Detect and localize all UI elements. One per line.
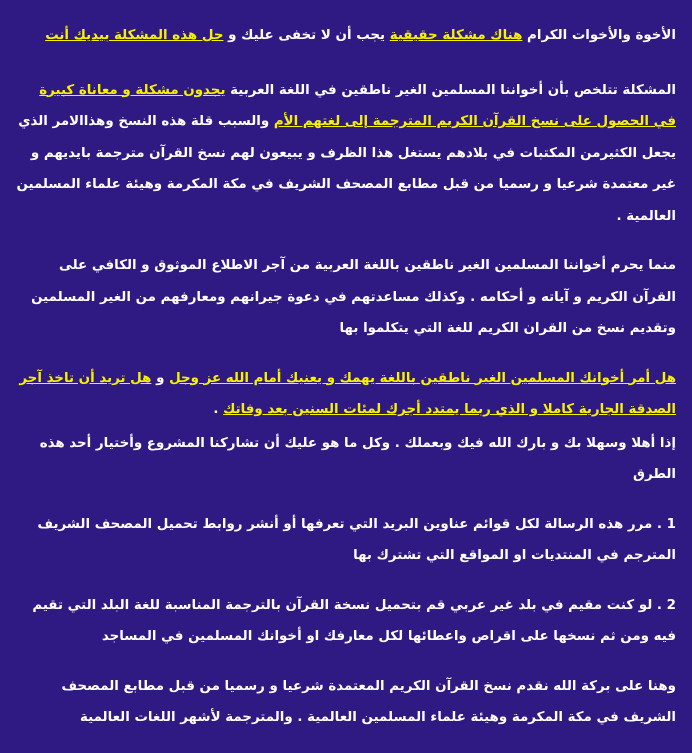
question-paragraph (14, 363, 676, 426)
intro-greeting: الأخوة والأخوات الكرام (527, 28, 676, 43)
welcome-paragraph: إذا أهلا وسهلا بك و بارك الله فيك وبعملك . وكل ما هو عليك أن تشاركنا المشروع وأختيار أحد هذه الطرق (39, 435, 676, 482)
option-2-paragraph: 2 . لو كنت مقيم في بلد غير عربي قم بتحميل نسخة القرآن بالترجمة المناسبة للغة البلد التي تقيم فيه ومن ثم نسخها على اقراص واعطائها لكل معارفك او أخوانك المسلمين في المساجد (32, 597, 676, 644)
deprived-paragraph: منما يحرم أخواننا المسلمين الغير ناطقين باللغة العربية من آجر الاطلاع الموثوق و الكافي على القرآن الكريم و آياته و أحكامه . وكذلك مساعدتهم في دعوة جيرانهم ومعارفهم من الغير المسلمين وتقديم نسخ من القران الكريم للغة التي يتكلموا بها (31, 258, 676, 336)
question-highlight-concern: هل أمر أخوانك المسلمين الغير ناطقين باللغة يهمك و يعنيك أمام الله عز وجل (169, 370, 676, 386)
option-1-paragraph: 1 . مرر هذه الرسالة لكل قوائم عناوين البريد التي تعرفها أو أنشر روابط تحميل المصحف الشريف المترجم في المنتديات او المواقع التي تشترك بها (37, 516, 676, 563)
question-end: . (213, 402, 219, 417)
question-connector: و (156, 370, 165, 386)
intro-paragraph (14, 20, 676, 52)
intro-highlight-solution: حل هذه المشكلة بيديك أنت (45, 28, 224, 43)
problem-lead-text: المشكلة تتلخص بأن أخواننا المسلمين الغير ناطقين في اللغة العربية (225, 82, 676, 98)
closing-paragraph: وهنا على بركة الله نقدم نسخ القرآن الكريم المعتمدة شرعيا و رسميا من قبل مطابع المصحف الشريف في مكة المكرمة وهيئة علماء المسلمين العالمية . والمترجمة لأشهر اللغات العالمية (61, 678, 676, 725)
question-highlight-reward: هل تريد أن تاخذ آجر الصدقة الجارية كاملا و الذي ربما يمتدد أجرك لمئات السنين بعد وفاتك (19, 370, 676, 417)
problem-highlight: يجدون مشكلة و معاناة كبيرة في الحصول على نسخ القرآن الكريم المترجمة إلى لغتهم الأم (39, 82, 676, 129)
intro-middle-text: يجب أن لا تخفى عليك و (228, 28, 386, 43)
problem-paragraph (14, 75, 676, 233)
intro-highlight-real-problem: هناك مشكلة حقيقية (389, 28, 523, 43)
problem-rest-text: والسبب قلة هذه النسخ وهذاالامر الذي يجعل الكثيرمن المكتبات في بلادهم يستغل هذا الظرف و يبيعون لهم نسخ القرآن مترجمة بايديهم و غير معتمدة شرعيا و رسميا من قبل مطابع المصحف الشريف في مكة المكرمة وهيئة علماء المسلمين العالمية . (16, 114, 676, 224)
